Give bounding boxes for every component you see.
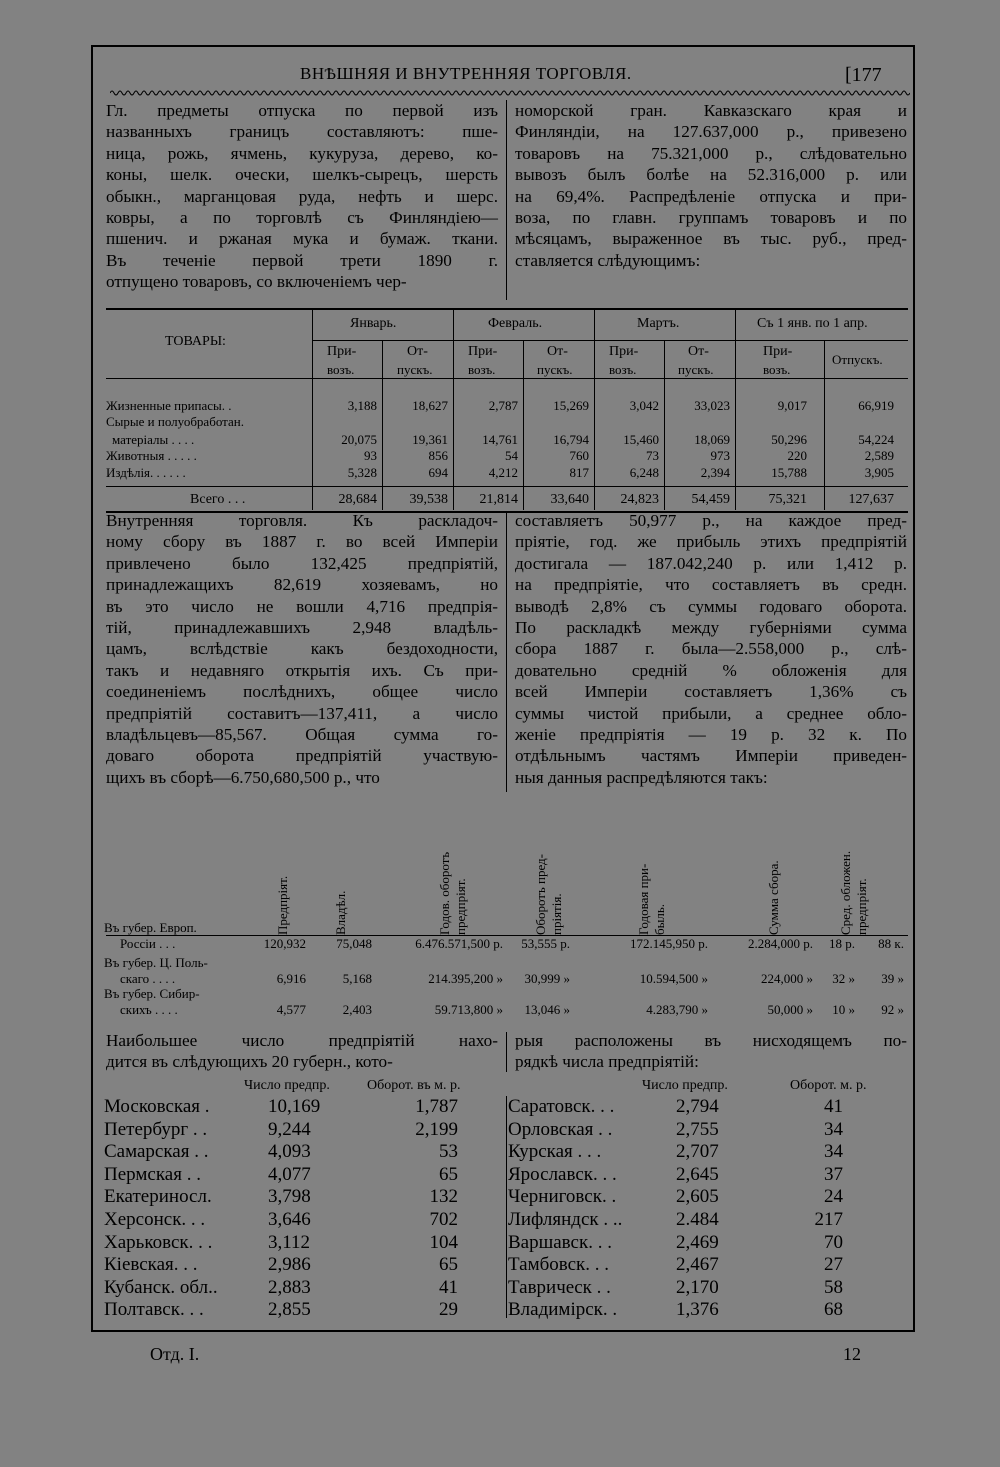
- table-cell: 92 »: [881, 1002, 904, 1017]
- month-header: Январь.: [350, 316, 397, 331]
- table-cell: 856: [428, 448, 448, 463]
- table-cell: 16,794: [553, 432, 589, 447]
- intro-left-line: названныхъ границъ составляютъ: пше-: [106, 122, 498, 142]
- month-header: Мартъ.: [637, 316, 680, 331]
- internal-left-line: щихъ въ сборѣ—6.750,680,500 р., что: [106, 767, 380, 787]
- row-label: Жизненные припасы. .: [106, 398, 232, 413]
- gov-count: 10,169: [268, 1096, 321, 1117]
- total-cell: 33,640: [550, 492, 589, 507]
- gov-name: Черниговск. .: [508, 1186, 617, 1208]
- row-label: Въ губер. Ц. Поль-: [104, 955, 208, 970]
- count-header: Число предпр.: [642, 1078, 728, 1093]
- row-label: скаго . . . .: [120, 971, 176, 986]
- gov-turnover: 34: [824, 1118, 843, 1140]
- column-header: пріятія.: [549, 893, 564, 935]
- gov-turnover: 53: [439, 1141, 458, 1163]
- internal-right-line: всей Имперіи составляетъ 1,36% съ: [515, 682, 907, 702]
- export-header: пускъ.: [397, 362, 433, 377]
- gov-intro-left-line: Наибольшее число предпріятій нахо-: [106, 1031, 498, 1050]
- table-cell: 15,460: [623, 432, 659, 447]
- gov-count: 9,244: [268, 1118, 311, 1140]
- goods-header: ТОВАРЫ:: [165, 334, 226, 349]
- table-cell: 2,394: [700, 465, 730, 480]
- turnover-header: Оборот. въ м. р.: [367, 1078, 461, 1093]
- internal-right-line: достигала — 187.042,240 р. или 1,412 р.: [515, 553, 907, 573]
- table-cell: 2,589: [864, 448, 894, 463]
- column-header: Предпріят.: [275, 875, 290, 935]
- table-cell: 817: [569, 465, 589, 480]
- gov-count: 3,112: [268, 1231, 311, 1253]
- gov-count: 2,855: [268, 1299, 311, 1321]
- intro-left-line: отпущено товаровъ, со включеніемъ чер-: [106, 272, 407, 292]
- intro-left-line: коны, шелк. очески, шелкъ-сырецъ, шерсть: [106, 165, 498, 185]
- gov-intro-right-line: рядкѣ числа предпріятій:: [515, 1052, 699, 1072]
- export-header: пускъ.: [537, 362, 573, 377]
- table-cell: 54,224: [858, 432, 894, 447]
- table-cell: 88 к.: [878, 936, 904, 951]
- gov-turnover: 24: [824, 1186, 843, 1208]
- gov-name: Орловская . .: [508, 1118, 613, 1140]
- internal-trade-right: [515, 510, 907, 788]
- internal-left-line: привлечено было 132,425 предпріятій,: [106, 553, 498, 573]
- table-cell: 3,188: [347, 398, 377, 413]
- table-cell: 15,788: [771, 465, 807, 480]
- column-header: Годов. оборотъ: [437, 851, 452, 935]
- month-header: Съ 1 янв. по 1 апр.: [757, 316, 868, 331]
- gov-count: 2,883: [268, 1276, 311, 1298]
- total-cell: 39,538: [409, 492, 448, 507]
- table-cell: 2,403: [342, 1002, 372, 1017]
- table-cell: 73: [646, 448, 659, 463]
- table-rule: [664, 341, 665, 510]
- footer-section: Отд. I.: [150, 1344, 200, 1364]
- internal-right-line: суммы чистой прибыли, а среднее обло-: [515, 703, 907, 723]
- export-header: От-: [688, 344, 709, 359]
- month-header: Февраль.: [488, 316, 543, 331]
- intro-right-line: ставляется слѣдующимъ:: [515, 250, 701, 270]
- export-header: От-: [547, 344, 568, 359]
- table-cell: 3,042: [629, 398, 659, 413]
- table-cell: 59.713,800 »: [434, 1002, 503, 1017]
- internal-left-line: цамъ, вслѣдствіе какъ бездоходности,: [106, 639, 498, 659]
- gov-turnover: 2,199: [415, 1118, 458, 1140]
- import-header: возъ.: [763, 362, 791, 377]
- gov-turnover: 132: [429, 1186, 458, 1208]
- total-cell: 28,684: [338, 492, 377, 507]
- gov-name: Московская .: [104, 1096, 210, 1117]
- import-header: возъ.: [468, 362, 496, 377]
- gov-intro-right: [515, 1030, 907, 1073]
- table-cell: 10.594,500 »: [639, 971, 708, 986]
- table-cell: 10 »: [832, 1002, 855, 1017]
- table-cell: 54: [505, 448, 518, 463]
- column-header: быль.: [652, 903, 667, 935]
- intro-left-line: ковры, а по торговлѣ съ Финляндіею—: [106, 207, 498, 227]
- gov-count: 4,077: [268, 1163, 311, 1185]
- gov-count: 3,798: [268, 1186, 311, 1208]
- gov-turnover: 41: [439, 1276, 458, 1298]
- internal-left-line: владѣльцевъ—85,567. Общая сумма го-: [106, 724, 498, 744]
- table-cell: 18 р.: [829, 936, 855, 951]
- table-rule: [523, 341, 524, 510]
- table-rule: [453, 310, 454, 510]
- table-cell: 50,000 »: [767, 1002, 813, 1017]
- gov-name: Ярославск. . .: [508, 1163, 617, 1185]
- table-cell: 6,248: [629, 465, 659, 480]
- gov-turnover: 104: [429, 1231, 458, 1253]
- internal-right-line: выводѣ 2,8% съ суммы годоваго оборота.: [515, 596, 907, 616]
- table-cell: 973: [710, 448, 730, 463]
- internal-right-line: ныя данныя распредѣляются такъ:: [515, 767, 768, 787]
- internal-right-line: пріятіе, год. же прибыль этихъ предпріятій: [515, 532, 907, 552]
- column-header: предпріят.: [854, 878, 869, 935]
- row-label: матеріалы . . . .: [112, 432, 195, 447]
- column-divider: [506, 1096, 507, 1318]
- table-rule: [382, 341, 383, 510]
- gov-count: 2,467: [676, 1254, 719, 1276]
- table-rule: [106, 378, 908, 379]
- table-cell: 75,048: [336, 936, 372, 951]
- table-cell: 66,919: [858, 398, 894, 413]
- gov-count: 2,469: [676, 1231, 719, 1253]
- column-header: Владѣл.: [333, 890, 348, 935]
- gov-turnover: 70: [824, 1231, 843, 1253]
- internal-left-line: ному сбору въ 1887 г. во всей Имперіи: [106, 532, 498, 552]
- total-cell: 21,814: [479, 492, 518, 507]
- gov-turnover: 65: [439, 1163, 458, 1185]
- gov-name: Пермская . .: [104, 1163, 201, 1185]
- wavy-rule: [110, 88, 910, 98]
- table-rule: [312, 340, 908, 341]
- table-cell: 6.476.571,500 р.: [415, 936, 503, 951]
- table-rule: [824, 341, 825, 510]
- gov-turnover: 27: [824, 1254, 843, 1276]
- internal-right-line: довательно средній % обложенія для: [515, 660, 907, 680]
- gov-name: Владимірск. .: [508, 1299, 618, 1321]
- gov-name: Полтавск. . .: [104, 1299, 204, 1321]
- row-label: Животныя . . . . .: [106, 448, 197, 463]
- table-cell: 6,916: [276, 971, 306, 986]
- table-rule: [106, 486, 908, 487]
- gov-name: Кіевская. . .: [104, 1254, 198, 1276]
- table-cell: 33,023: [694, 398, 730, 413]
- internal-left-line: тій, принадлежавшихъ 2,948 владѣль-: [106, 617, 498, 637]
- row-label: скихъ . . . .: [120, 1002, 178, 1017]
- export-header: Отпускъ.: [832, 352, 883, 367]
- export-header: пускъ.: [678, 362, 714, 377]
- total-cell: 24,823: [620, 492, 659, 507]
- row-label: Въ губер. Европ.: [104, 920, 197, 935]
- table-cell: 9,017: [777, 398, 807, 413]
- gov-count: 3,646: [268, 1209, 311, 1230]
- table-cell: 32 »: [832, 971, 855, 986]
- internal-left-line: въ это число не вошли 4,716 предпрія-: [106, 596, 498, 616]
- column-divider: [506, 100, 507, 300]
- gov-turnover: 29: [439, 1299, 458, 1321]
- gov-name: Самарская . .: [104, 1141, 209, 1163]
- table-cell: 2.284,000 р.: [748, 936, 813, 951]
- row-label: Издѣлія. . . . . .: [106, 465, 186, 480]
- table-cell: 15,269: [553, 398, 589, 413]
- column-divider: [506, 1032, 507, 1072]
- internal-right-line: женіе предпріятія — 19 р. 32 к. По: [515, 724, 907, 744]
- internal-left-line: принадлежащихъ 82,619 хозяевамъ, но: [106, 575, 498, 595]
- column-header: Оборотъ пред-: [533, 854, 548, 935]
- internal-left-line: предпріятій составитъ—137,411, а число: [106, 703, 498, 723]
- intro-right-line: Финляндіи, на 127.637,000 р., привезено: [515, 122, 907, 142]
- table-cell: 19,361: [412, 432, 448, 447]
- table-cell: 30,999 »: [524, 971, 570, 986]
- gov-name: Харьковск. . .: [104, 1231, 213, 1253]
- intro-right-line: на 69,4%. Распредѣленіе отпуска и при-: [515, 186, 907, 206]
- gov-name: Лифляндск . ..: [508, 1209, 623, 1230]
- gov-turnover: 34: [824, 1141, 843, 1163]
- gov-turnover: 217: [814, 1209, 843, 1230]
- intro-left-column: [106, 100, 498, 293]
- import-header: При-: [468, 344, 498, 359]
- column-header: Сред. обложен.: [838, 850, 853, 935]
- total-label: Всего . . .: [190, 492, 246, 507]
- gov-turnover: 702: [429, 1209, 458, 1230]
- gov-name: Кубанск. обл..: [104, 1276, 218, 1298]
- gov-name: Тамбовск. . .: [508, 1254, 610, 1276]
- table-cell: 220: [787, 448, 807, 463]
- gov-count: 2,707: [676, 1141, 719, 1163]
- table-rule: [594, 310, 595, 510]
- gov-count: 2,794: [676, 1096, 719, 1117]
- table-cell: 120,932: [263, 936, 306, 951]
- import-header: При-: [763, 344, 793, 359]
- internal-right-line: составляетъ 50,977 р., на каждое пред-: [515, 511, 907, 530]
- table-rule: [106, 308, 908, 310]
- gov-name: Тавричеcк . .: [508, 1276, 611, 1298]
- gov-turnover: 37: [824, 1163, 843, 1185]
- total-cell: 75,321: [768, 492, 807, 507]
- row-label: Въ губер. Сибир-: [104, 986, 200, 1001]
- page-number: [177: [845, 64, 882, 86]
- gov-name: Петербург . .: [104, 1118, 208, 1140]
- table-cell: 172.145,950 р.: [630, 936, 708, 951]
- total-cell: 54,459: [691, 492, 730, 507]
- import-header: При-: [609, 344, 639, 359]
- intro-left-line: обыкн., марганцовая руда, нефть и шерс.: [106, 186, 498, 206]
- table-cell: 53,555 р.: [521, 936, 570, 951]
- gov-count: 1,376: [676, 1299, 719, 1321]
- column-header: Сумма сбора.: [766, 860, 781, 935]
- export-header: От-: [407, 344, 428, 359]
- intro-left-line: Въ теченіе первой трети 1890 г.: [106, 250, 498, 270]
- table-cell: 5,328: [347, 465, 377, 480]
- gov-turnover: 65: [439, 1254, 458, 1276]
- table-cell: 18,069: [694, 432, 730, 447]
- gov-count: 2,645: [676, 1163, 719, 1185]
- internal-trade-left: [106, 510, 498, 788]
- internal-right-line: По раскладкѣ между губерніями сумма: [515, 617, 907, 637]
- table-cell: 694: [428, 465, 448, 480]
- gov-name: Екатериносл.: [104, 1186, 212, 1208]
- turnover-header: Оборот. м. р.: [790, 1078, 867, 1093]
- table-cell: 50,296: [771, 432, 807, 447]
- internal-right-line: на предпріятіе, что составляетъ въ средн.: [515, 575, 907, 595]
- internal-right-line: отдѣльнымъ частямъ Имперіи приведен-: [515, 746, 907, 766]
- intro-right-line: воза, по главн. группамъ товаровъ и по: [515, 207, 907, 227]
- internal-left-line: доваго оборота предпріятій участвую-: [106, 746, 498, 766]
- import-header: возъ.: [327, 362, 355, 377]
- gov-count: 2,170: [676, 1276, 719, 1298]
- intro-right-line: вывозъ былъ болѣе на 52.316,000 р. или: [515, 165, 907, 185]
- gov-turnover: 41: [824, 1096, 843, 1117]
- internal-left-line: такъ и недавняго открытія ихъ. Съ при-: [106, 660, 498, 680]
- footer-number: 12: [843, 1344, 861, 1364]
- intro-right-line: товаровъ на 75.321,000 р., слѣдовательно: [515, 143, 907, 163]
- intro-left-line: пшенич. и ржаная мука и бумаж. ткани.: [106, 229, 498, 249]
- table-cell: 39 »: [881, 971, 904, 986]
- intro-left-line: ница, рожь, ячмень, кукуруза, дерево, ко-: [106, 143, 498, 163]
- gov-name: Курская . . .: [508, 1141, 602, 1163]
- import-header: возъ.: [609, 362, 637, 377]
- internal-left-line: соединеніемъ послѣднихъ, общее число: [106, 682, 498, 702]
- table-cell: 14,761: [482, 432, 518, 447]
- gov-turnover: 68: [824, 1299, 843, 1321]
- import-header: При-: [327, 344, 357, 359]
- column-header: Годовая при-: [636, 863, 651, 935]
- total-cell: 127,637: [848, 492, 894, 507]
- table-cell: 4,212: [488, 465, 518, 480]
- gov-count: 2,605: [676, 1186, 719, 1208]
- gov-count: 2,755: [676, 1118, 719, 1140]
- gov-name: Херсонск. . .: [104, 1209, 206, 1230]
- table-cell: 3,905: [864, 465, 894, 480]
- gov-count: 2.484: [676, 1209, 719, 1230]
- intro-right-column: [515, 100, 907, 271]
- gov-name: Саратовск. . .: [508, 1096, 615, 1117]
- internal-right-line: сбора 1887 г. была—2.558,000 р., слѣ-: [515, 639, 907, 659]
- intro-right-line: мѣсяцамъ, выраженное въ тыс. руб., пред-: [515, 229, 907, 249]
- row-label: Сырые и полуобработан.: [106, 414, 244, 429]
- gov-turnover: 58: [824, 1276, 843, 1298]
- row-label: Россіи . . .: [120, 936, 176, 951]
- internal-left-line: Внутренняя торговля. Къ раскладоч-: [106, 511, 498, 530]
- table-cell: 13,046 »: [524, 1002, 570, 1017]
- table-rule: [735, 310, 736, 510]
- intro-right-line: номорской гран. Кавказскаго края и: [515, 101, 907, 120]
- gov-intro-right-line: рыя расположены въ нисходящемъ по-: [515, 1031, 907, 1050]
- table-cell: 224,000 »: [761, 971, 813, 986]
- column-divider: [506, 512, 507, 792]
- table-cell: 5,168: [342, 971, 372, 986]
- column-header: предпріят.: [453, 878, 468, 935]
- table-cell: 4.283,790 »: [646, 1002, 708, 1017]
- gov-name: Варшавск. . .: [508, 1231, 612, 1253]
- table-cell: 93: [364, 448, 377, 463]
- gov-intro-left-line: дится въ слѣдующихъ 20 губерн., кото-: [106, 1052, 393, 1072]
- table-cell: 2,787: [488, 398, 518, 413]
- gov-count: 4,093: [268, 1141, 311, 1163]
- table-cell: 4,577: [276, 1002, 306, 1017]
- intro-left-line: Гл. предметы отпуска по первой изъ: [106, 101, 498, 120]
- gov-count: 2,986: [268, 1254, 311, 1276]
- gov-intro-left: [106, 1030, 498, 1073]
- table-rule: [312, 310, 313, 510]
- table-cell: 18,627: [412, 398, 448, 413]
- table-cell: 214.395,200 »: [428, 971, 503, 986]
- count-header: Число предпр.: [244, 1078, 330, 1093]
- table-cell: 20,075: [341, 432, 377, 447]
- running-title: ВНѢШНЯЯ И ВНУТРЕННЯЯ ТОРГОВЛЯ.: [300, 64, 632, 83]
- table-cell: 760: [569, 448, 589, 463]
- gov-turnover: 1,787: [415, 1096, 458, 1117]
